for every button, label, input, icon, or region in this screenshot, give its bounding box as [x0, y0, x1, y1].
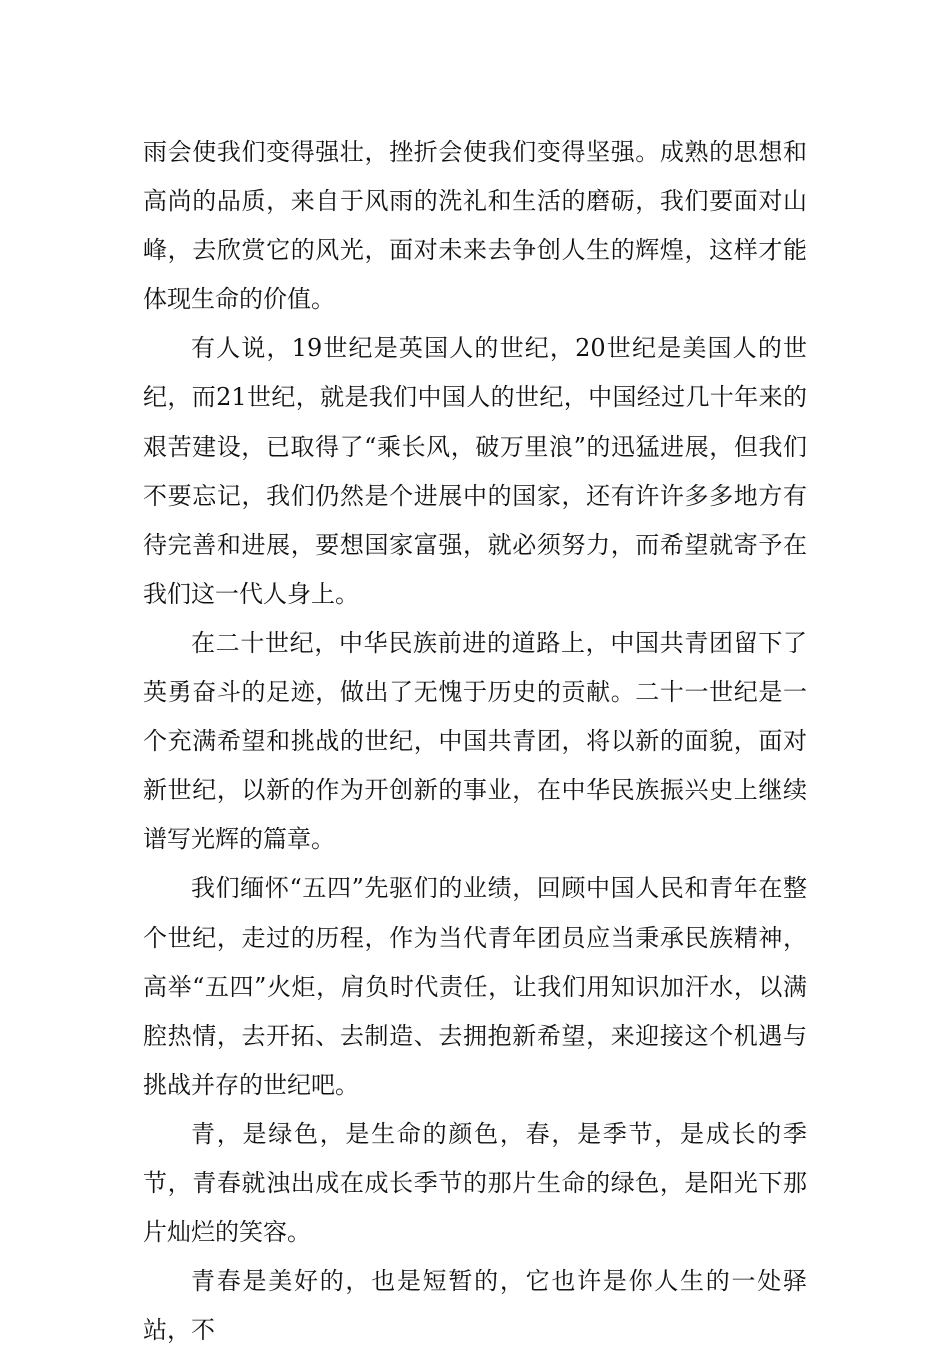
paragraph-continuation: 雨会使我们变得强壮，挫折会使我们变得坚强。成熟的思想和高尚的品质，来自于风雨的洗礼和生活的磨砺，我们要面对山峰，去欣赏它的风光，面对未来去争创人生的辉煌，这样才能体现生命的价值。 [143, 138, 807, 314]
paragraph-may-fourth: 我们缅怀“五四”先驱们的业绩，回顾中国人民和青年在整个世纪，走过的历程，作为当代青年团员应当秉承民族精神，高举“五四”火炬，肩负时代责任，让我们用知识加汗水，以满腔热情，去开拓、去制造、去拥抱新希望，来迎接这个机遇与挑战并存的世纪吧。 [143, 874, 807, 1099]
paragraph-century: 有人说，19世纪是英国人的世纪，20世纪是美国人的世纪，而21世纪，就是我们中国人的世纪，中国经过几十年来的艰苦建设，已取得了“乘长风，破万里浪”的迅猛进展，但我们不要忘记，我们仍然是个进展中的国家，还有许许多多地方有待完善和进展，要想国家富强，就必须努力，而希望就寄予在我们这一代人身上。 [143, 334, 807, 608]
paragraph-youth-beautiful: 青春是美好的，也是短暂的，它也许是你人生的一处驿站，不 [143, 1267, 807, 1345]
paragraph-green: 青，是绿色，是生命的颜色，春，是季节，是成长的季节，青春就浊出成在成长季节的那片生命的绿色，是阳光下那片灿烂的笑容。 [143, 1119, 807, 1247]
document-body [143, 128, 807, 1355]
paragraph-youth-league: 在二十世纪，中华民族前进的道路上，中国共青团留下了英勇奋斗的足迹，做出了无愧于历史的贡献。二十一世纪是一个充满希望和挑战的世纪，中国共青团，将以新的面貌，面对新世纪，以新的作为开创新的事业，在中华民族振兴史上继续谱写光辉的篇章。 [143, 628, 807, 854]
